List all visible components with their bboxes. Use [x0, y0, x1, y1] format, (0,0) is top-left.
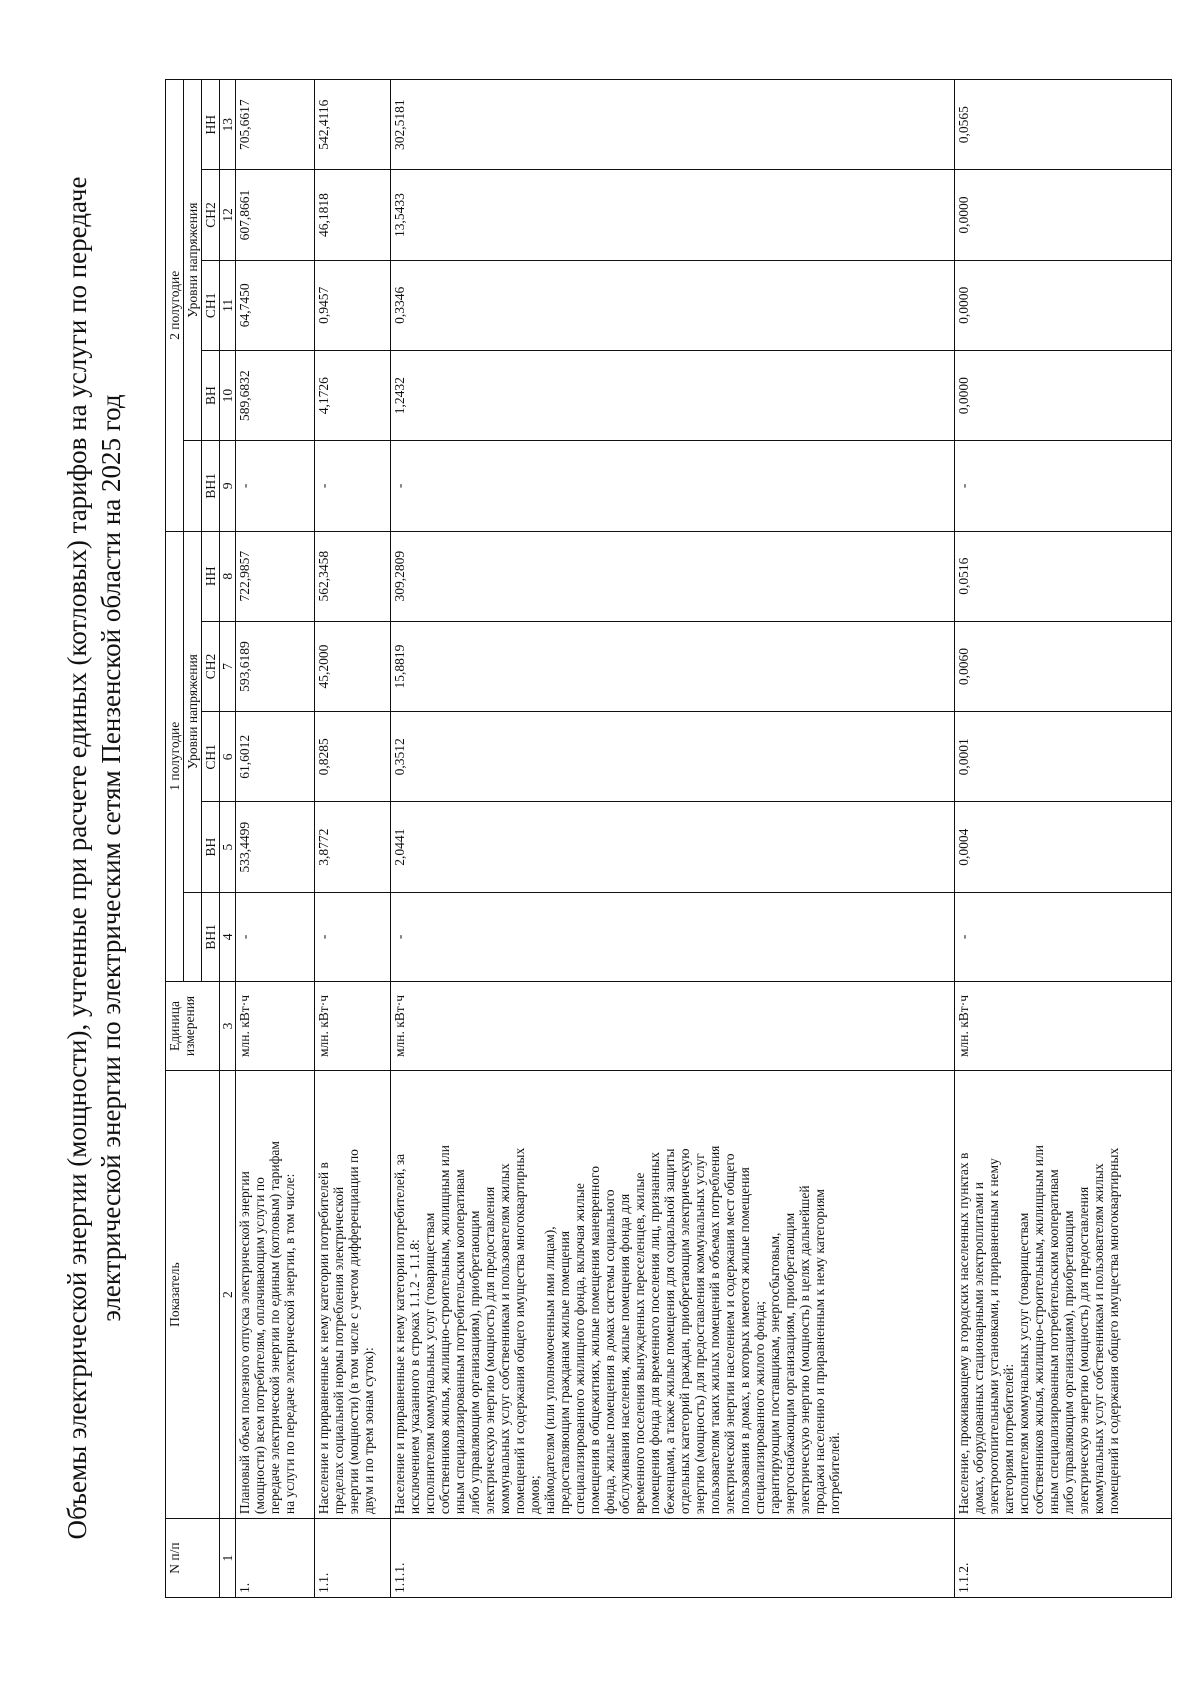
level-header: ВН	[202, 802, 220, 892]
indicator-line: домов;	[527, 1475, 543, 1515]
title-line-1: Объемы электрической энергии (мощности), учтенные при расчете единых (котловых) тарифов на услуги по передаче	[62, 176, 92, 1540]
indicator-line: помещений и содержания общего имущества многоквартирных	[512, 1147, 528, 1515]
indicator-line: обслуживания населения, жилые помещения фонда для	[617, 1193, 633, 1515]
indicator-line: отдельных категорий граждан, приобретающим электрическую	[677, 1148, 693, 1515]
value-cell: 0,0000	[955, 260, 1172, 350]
value-cell: 309,2809	[391, 531, 955, 621]
header-levels-h2: Уровни напряжения	[184, 80, 202, 441]
level-header: СН1	[202, 260, 220, 350]
column-number: 8	[220, 531, 236, 621]
value-cell: 3,8772	[315, 802, 391, 892]
row-number: 1.1.1.	[391, 1519, 955, 1598]
indicator-line: на услуги по передаче электрической энергии, в том числе:	[282, 1173, 297, 1515]
header-half-1: 1 полугодие	[166, 531, 184, 981]
value-cell: -	[955, 441, 1172, 531]
column-number: 2	[220, 1071, 236, 1519]
indicator-line: собственников жилья, жилищно-строительным, жилищным или	[437, 1145, 453, 1515]
column-number: 1	[220, 1519, 236, 1598]
value-cell: 0,0000	[955, 170, 1172, 260]
value-cell: 0,0000	[955, 350, 1172, 440]
indicator-line: специализированного жилого фонда;	[752, 1300, 768, 1515]
indicator-line: беженцами, а также жилые помещения для социальной защиты	[662, 1148, 678, 1515]
header-unit: Единица измерения	[166, 981, 220, 1070]
value-cell: -	[955, 892, 1172, 981]
value-cell: 705,6617	[236, 80, 315, 170]
title-line-2: электрической энергии по электрическим сетям Пензенской области на 2025 год	[96, 394, 126, 1322]
value-cell: 4,1726	[315, 350, 391, 440]
indicator-line: помещения в общежитиях, жилые помещения маневренного	[587, 1166, 603, 1515]
column-number: 12	[220, 170, 236, 260]
header-levels-h1: Уровни напряжения	[184, 531, 202, 892]
indicator-line: временного поселения вынужденных переселенцев, жилые	[632, 1172, 648, 1515]
indicator-line: пользователям таких жилых помещений в объемах потребления	[707, 1145, 723, 1515]
row-unit: млн. кВт·ч	[391, 981, 955, 1070]
indicator-line: электрическую энергию (мощность) для предоставления	[1076, 1186, 1092, 1515]
value-cell: 0,3346	[391, 260, 955, 350]
indicator-line: двум и по трем зонам суток):	[361, 1347, 377, 1515]
value-cell: 0,0004	[955, 802, 1172, 892]
indicator-line: домах, оборудованных стационарными электроплитами и	[971, 1182, 987, 1515]
value-cell: 1,2432	[391, 350, 955, 440]
indicator-line: либо управляющим организациям), приобретающим	[1061, 1210, 1077, 1515]
table-row	[236, 80, 315, 1598]
column-number: 7	[220, 621, 236, 711]
level-header: НН	[202, 531, 220, 621]
row-unit: млн. кВт·ч	[236, 981, 315, 1070]
row-number: 1.	[236, 1519, 315, 1598]
indicator-line: электрическую энергию (мощность) для предоставления	[482, 1186, 498, 1515]
row-indicator	[236, 1071, 315, 1519]
indicator-line: Население, проживающему в городских населенных пунктах в	[956, 1152, 972, 1515]
row-number: 1.1.2.	[955, 1519, 1172, 1598]
document-title	[60, 78, 128, 1638]
value-cell: 46,1818	[315, 170, 391, 260]
column-number-row	[220, 80, 236, 1598]
value-cell: 0,0516	[955, 531, 1172, 621]
value-cell: 607,8661	[236, 170, 315, 260]
indicator-line: Население и приравненные к нему категории потребителей в	[316, 1162, 332, 1515]
value-cell: 593,6189	[236, 621, 315, 711]
value-cell: -	[236, 441, 315, 531]
value-cell: 64,7450	[236, 260, 315, 350]
row-number: 1.1.	[315, 1519, 391, 1598]
value-cell: 15,8819	[391, 621, 955, 711]
column-number: 13	[220, 80, 236, 170]
column-number: 6	[220, 712, 236, 802]
value-cell: -	[315, 892, 391, 981]
indicator-line: коммунальных услуг собственникам и пользователям жилых	[497, 1163, 513, 1515]
indicator-line: помещения фонда для временного поселения лиц, признанных	[647, 1151, 663, 1515]
indicator-line: помещений и содержания общего имущества многоквартирных	[1106, 1147, 1122, 1515]
header-num: N п/п	[166, 1519, 220, 1598]
indicator-line: специализированного жилищного фонда, включая жилые	[572, 1183, 588, 1515]
value-cell: 562,3458	[315, 531, 391, 621]
indicator-line: энергии (мощности) (в том числе с учетом дифференциации по	[346, 1149, 362, 1515]
header-indicator: Показатель	[166, 1071, 220, 1519]
level-header: СН2	[202, 170, 220, 260]
indicator-line: гарантирующим поставщикам, энергосбытовым,	[767, 1232, 783, 1515]
indicator-line: энергоснабжающим организациям, приобретающим	[782, 1212, 798, 1515]
table-row	[315, 80, 391, 1598]
level-header: ВН	[202, 350, 220, 440]
indicator-line: собственников жилья, жилищно-строительным, жилищным или	[1031, 1145, 1047, 1515]
indicator-line: пользования в домах, в которых имеются жилые помещения	[737, 1167, 753, 1515]
indicator-line: наймодателям (или уполномоченным ими лицам),	[542, 1226, 558, 1515]
indicator-line: фонда, жилые помещения в домах системы социального	[602, 1189, 618, 1515]
level-header: ВН1	[202, 892, 220, 981]
value-cell: 0,9457	[315, 260, 391, 350]
indicator-line: передаче электрической энергии по единым (котловым) тарифам	[267, 1141, 282, 1515]
indicator-line: продажи населению и приравненным к нему категориям	[812, 1189, 828, 1515]
value-cell: -	[391, 441, 955, 531]
level-header: СН1	[202, 712, 220, 802]
value-cell: 45,2000	[315, 621, 391, 711]
table-row	[955, 80, 1172, 1598]
indicator-line: исполнителям коммунальных услуг (товариществам	[422, 1212, 438, 1515]
indicator-line: либо управляющим организациям), приобретающим	[467, 1210, 483, 1515]
column-number: 3	[220, 981, 236, 1070]
volumes-table	[165, 79, 1172, 1598]
row-unit: млн. кВт·ч	[955, 981, 1172, 1070]
value-cell: 533,4499	[236, 802, 315, 892]
value-cell: 13,5433	[391, 170, 955, 260]
indicator-line: электрическую энергию (мощность) в целях дальнейшей	[797, 1185, 813, 1515]
indicator-line: иным специализированным потребительским кооперативам	[452, 1169, 468, 1515]
indicator-line: электрической энергии населением и содержания мест общего	[722, 1153, 738, 1515]
indicator-line: (мощности) всем потребителям, оплачивающим услуги по	[252, 1177, 267, 1515]
indicator-line: категориям потребителей:	[1001, 1363, 1017, 1515]
indicator-line: Плановый объем полезного отпуска электрической энергии	[237, 1171, 252, 1515]
indicator-line: иным специализированным потребительским кооперативам	[1046, 1169, 1062, 1515]
level-header: СН2	[202, 621, 220, 711]
value-cell: -	[236, 892, 315, 981]
indicator-line: коммунальных услуг собственникам и пользователям жилых	[1091, 1163, 1107, 1515]
level-header: ВН1	[202, 441, 220, 531]
value-cell: 2,0441	[391, 802, 955, 892]
value-cell: 0,0001	[955, 712, 1172, 802]
header-half-2: 2 полугодие	[166, 80, 184, 532]
value-cell: 0,0565	[955, 80, 1172, 170]
value-cell: -	[391, 892, 955, 981]
indicator-line: предоставляющим гражданам жилые помещения	[557, 1230, 573, 1515]
row-unit: млн. кВт·ч	[315, 981, 391, 1070]
value-cell: 589,6832	[236, 350, 315, 440]
row-indicator	[315, 1071, 391, 1519]
column-number: 4	[220, 892, 236, 981]
value-cell: 542,4116	[315, 80, 391, 170]
level-header: НН	[202, 80, 220, 170]
indicator-line: электроотопительными установками, и приравненным к нему	[986, 1158, 1002, 1515]
row-indicator	[391, 1071, 955, 1519]
indicator-line: исключением указанного в строках 1.1.2 - 1.1.8:	[407, 1239, 423, 1515]
indicator-line: пределах социальной нормы потребления электрической	[331, 1186, 347, 1515]
value-cell: 0,3512	[391, 712, 955, 802]
row-indicator	[955, 1071, 1172, 1519]
indicator-line: потребителей.	[827, 1432, 843, 1515]
column-number: 9	[220, 441, 236, 531]
column-number: 10	[220, 350, 236, 440]
column-number: 11	[220, 260, 236, 350]
value-cell: 61,6012	[236, 712, 315, 802]
table-row	[391, 80, 955, 1598]
indicator-line: Население и приравненные к нему категории потребителей, за	[392, 1153, 408, 1515]
value-cell: 0,8285	[315, 712, 391, 802]
column-number: 5	[220, 802, 236, 892]
value-cell: -	[315, 441, 391, 531]
value-cell: 0,0060	[955, 621, 1172, 711]
value-cell: 722,9857	[236, 531, 315, 621]
indicator-line: энергию (мощность) для предоставления коммунальных услуг	[692, 1153, 708, 1515]
value-cell: 302,5181	[391, 80, 955, 170]
indicator-line: исполнителям коммунальных услуг (товариществам	[1016, 1212, 1032, 1515]
